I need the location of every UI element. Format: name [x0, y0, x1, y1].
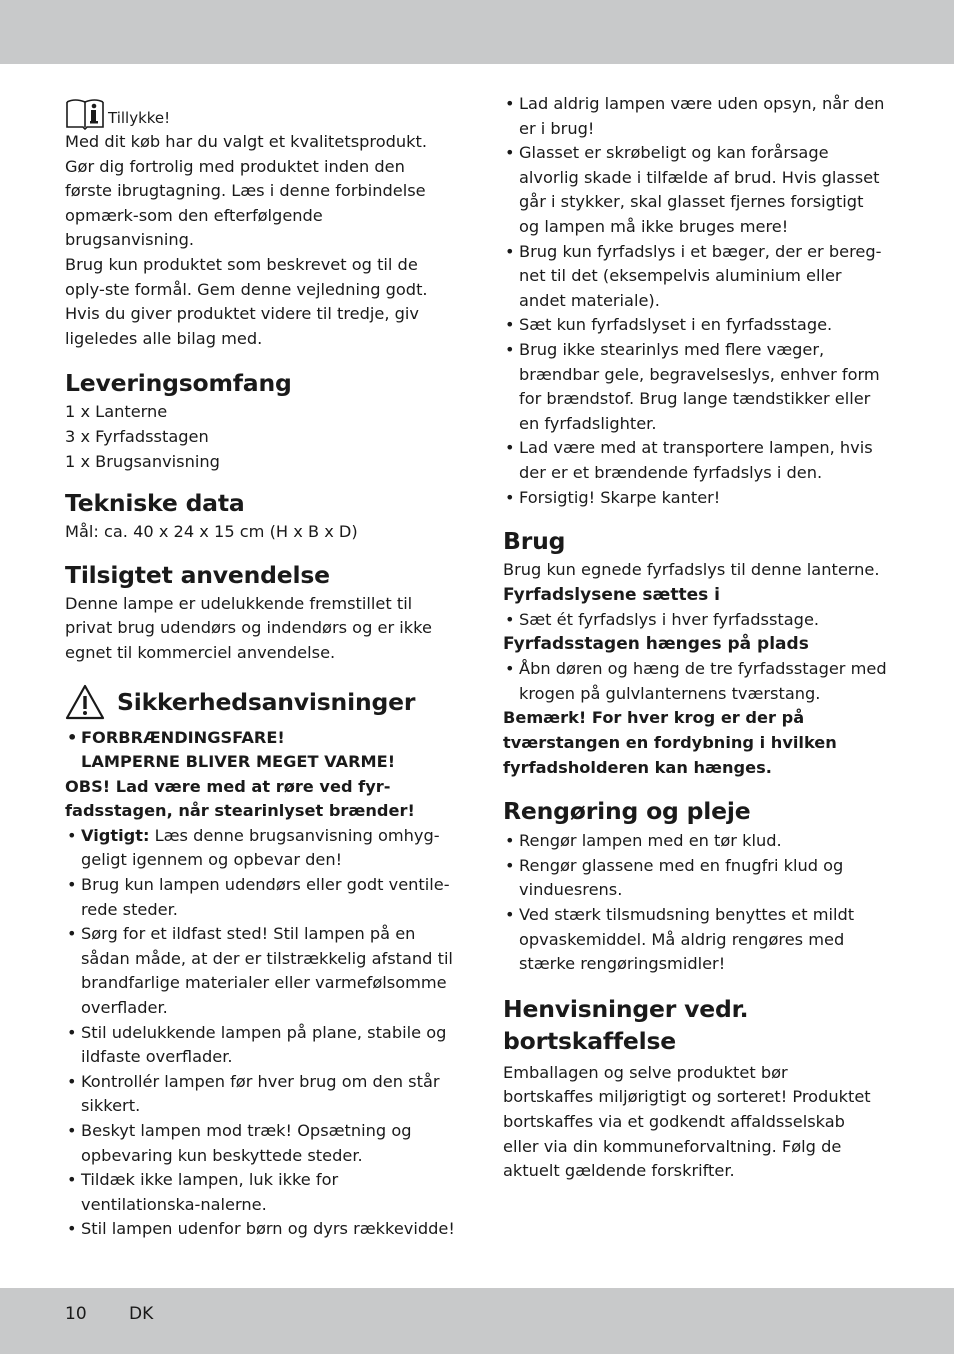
- list-item: • Glasset er skrøbeligt og kan forårsage alvorlig skade i tilfælde af brud. Hvis glasset går i stykker, skal glasset fjernes forsigtigt og lampen må ikke bruges mere!: [503, 141, 888, 239]
- safety-heading: Sikkerhedsanvisninger: [117, 687, 416, 716]
- left-column: [65, 92, 455, 1242]
- disposal-heading: Henvisninger vedr. bortskaffelse: [503, 994, 749, 1055]
- list-item: • Vigtigt: Læs denne brugsanvisning omhyg-geligt igennem og opbevar den!: [65, 824, 455, 873]
- use-note: Bemærk! For hver krog er der på tværstangen en fordybning i hvilken fyrfadsholderen kan hænges.: [503, 708, 837, 777]
- use-subheading: Fyrfadslysene sættes i: [503, 584, 720, 605]
- list-item: • Sæt kun fyrfadslyset i en fyrfadsstage.: [503, 313, 888, 338]
- safety-fire-list: [65, 726, 455, 775]
- safety-list: [65, 824, 455, 1242]
- use-list: [503, 657, 888, 706]
- list-item: • Rengør lampen med en tør klud.: [503, 829, 888, 854]
- list-item: • Brug kun fyrfadslys i et bæger, der er bereg-net til det (eksempelvis aluminium eller andet materiale).: [503, 240, 888, 314]
- intended-use-text: Denne lampe er udelukkende fremstillet til privat brug udendørs og indendørs og er ikke egnet til kommerciel anvendelse.: [65, 593, 432, 662]
- safety-list-continued: [503, 92, 888, 510]
- intro-paragraph: Brug kun produktet som beskrevet og til de oply-ste formål. Gem denne vejledning godt. Hvis du giver produktet videre til tredje, giv ligeledes alle bilag med.: [65, 254, 428, 348]
- use-heading: Brug: [503, 527, 566, 556]
- list-item: • Sørg for et ildfast sted! Stil lampen på en sådan måde, at der er tilstrækkelig afstand til brandfarlige materialer eller varmefølsomme overflader.: [65, 922, 455, 1020]
- disposal-text: Emballagen og selve produktet bør bortskaffes miljørigtigt og sorteret! Produktet bortskaffes via et godkendt affaldsselskab eller via din kommuneforvaltning. Følg de aktuelt gældende forskrifter.: [503, 1062, 871, 1181]
- delivery-heading: Leveringsomfang: [65, 369, 292, 398]
- page-number: 10: [65, 1304, 87, 1324]
- technical-heading: Tekniske data: [65, 489, 245, 518]
- delivery-item: 1 x Brugsanvisning: [65, 451, 220, 471]
- list-item: • Rengør glassene med en fnugfri klud og vinduesrens.: [503, 854, 888, 903]
- list-item: • Stil udelukkende lampen på plane, stabile og ildfaste overflader.: [65, 1021, 455, 1070]
- cleaning-list: [503, 829, 888, 977]
- intro-title: Tillykke!: [108, 109, 171, 127]
- list-item: • Brug ikke stearinlys med flere væger, brændbar gele, begravelseslys, enhver form for brændstof. Brug lange tændstikker eller en fyrfadslighter.: [503, 338, 888, 436]
- list-item: • Sæt ét fyrfadslys i hver fyrfadsstage.: [503, 608, 888, 633]
- intro-paragraph: Med dit køb har du valgt et kvalitetsprodukt. Gør dig fortrolig med produktet inden den første ibrugtagning. Læs i denne forbindelse opmærk-som den efterfølgende brugsanvisning.: [65, 132, 428, 250]
- delivery-item: 1 x Lanterne: [65, 402, 168, 422]
- list-item: • Kontrollér lampen før hver brug om den står sikkert.: [65, 1070, 455, 1119]
- list-item: • Tildæk ikke lampen, luk ikke for ventilationska-nalerne.: [65, 1168, 455, 1217]
- use-list: [503, 608, 888, 633]
- language-code: DK: [129, 1304, 154, 1324]
- intro-header: [65, 92, 455, 130]
- safety-fire-warning: • FORBRÆNDINGSFARE! LAMPERNE BLIVER MEGET VARME!: [65, 726, 455, 775]
- list-item: • Stil lampen udenfor børn og dyrs rækkevidde!: [65, 1217, 455, 1242]
- use-subheading: Fyrfadsstagen hænges på plads: [503, 634, 809, 655]
- technical-text: Mål: ca. 40 x 24 x 15 cm (H x B x D): [65, 522, 358, 542]
- list-item: • Lad aldrig lampen være uden opsyn, når den er i brug!: [503, 92, 888, 141]
- list-item: • Ved stærk tilsmudsning benyttes et mildt opvaskemiddel. Må aldrig rengøres med stærke rengøringsmidler!: [503, 903, 888, 977]
- list-item: • Lad være med at transportere lampen, hvis der er et brændende fyrfadslys i den.: [503, 436, 888, 485]
- right-column: [503, 92, 888, 1184]
- list-item: • Åbn døren og hæng de tre fyrfadsstager med krogen på gulvlanternens tværstang.: [503, 657, 888, 706]
- header-bar: [0, 0, 954, 64]
- list-item: • Brug kun lampen udendørs eller godt ventile-rede steder.: [65, 873, 455, 922]
- list-item: • Beskyt lampen mod træk! Opsætning og opbevaring kun beskyttede steder.: [65, 1119, 455, 1168]
- safety-obs: OBS! Lad være med at røre ved fyr-fadsstagen, når stearinlyset brænder!: [65, 776, 415, 821]
- safety-header: [65, 684, 455, 720]
- delivery-item: 3 x Fyrfadsstagen: [65, 426, 209, 446]
- list-item: • Forsigtig! Skarpe kanter!: [503, 486, 888, 511]
- info-book-icon: [65, 96, 105, 130]
- warning-triangle-icon: [65, 684, 105, 720]
- intended-use-heading: Tilsigtet anvendelse: [65, 560, 330, 589]
- use-text: Brug kun egnede fyrfadslys til denne lanterne.: [503, 560, 880, 580]
- cleaning-heading: Rengøring og pleje: [503, 797, 751, 826]
